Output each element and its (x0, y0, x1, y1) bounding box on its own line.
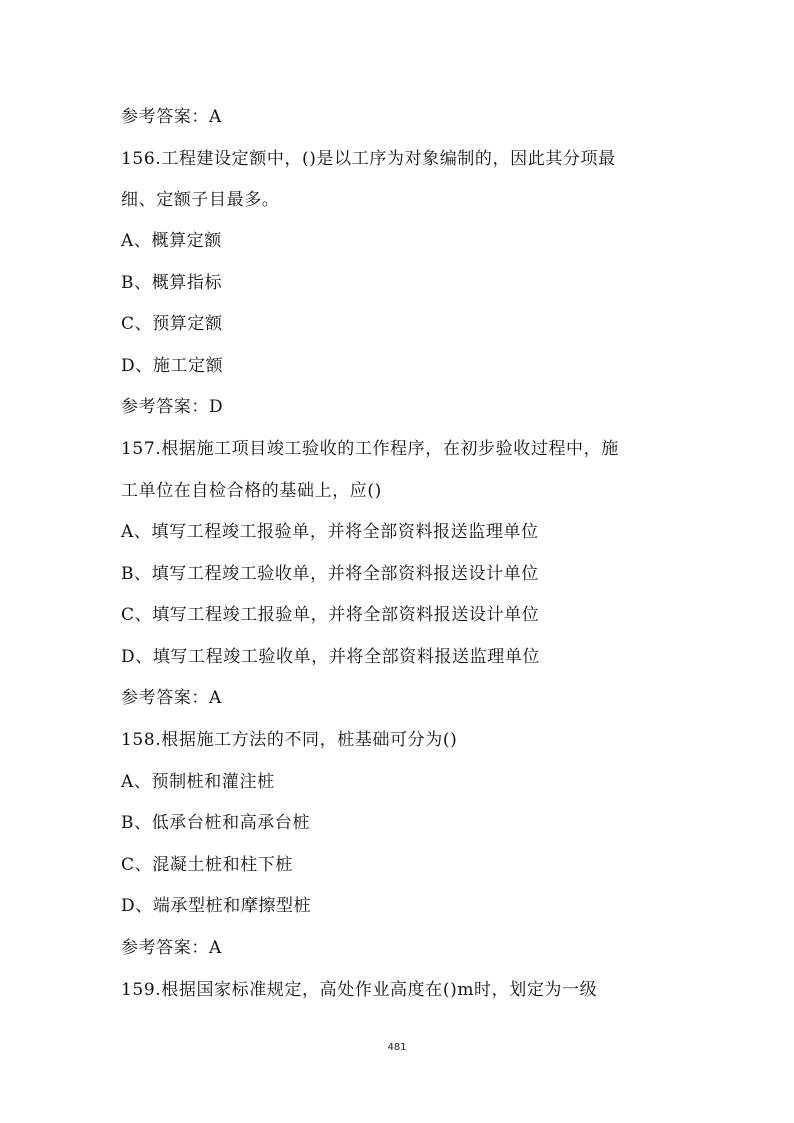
option-156-b: B、概算指标 (121, 273, 223, 293)
question-156-line-2: 细、定额子目最多。 (121, 190, 280, 210)
option-158-c: C、混凝土桩和柱下桩 (121, 855, 294, 875)
option-157-d: D、填写工程竣工验收单，并将全部资料报送监理单位 (121, 647, 541, 667)
option-157-a: A、填写工程竣工报验单，并将全部资料报送监理单位 (121, 522, 539, 542)
question-157-line-1: 157.根据施工项目竣工验收的工作程序，在初步验收过程中，施 (121, 439, 619, 459)
option-158-d: D、端承型桩和摩擦型桩 (121, 896, 312, 916)
answer-line-156: 参考答案：D (121, 397, 224, 417)
page-number: 481 (387, 1042, 407, 1053)
answer-line-155: 参考答案：A (121, 107, 222, 127)
option-158-b: B、低承台桩和高承台桩 (121, 813, 311, 833)
option-158-a: A、预制桩和灌注桩 (121, 772, 275, 792)
question-157-line-2: 工单位在自检合格的基础上，应() (121, 481, 382, 501)
option-156-a: A、概算定额 (121, 231, 222, 251)
option-157-c: C、填写工程竣工报验单，并将全部资料报送设计单位 (121, 605, 540, 625)
option-156-d: D、施工定额 (121, 356, 224, 376)
answer-line-158: 参考答案：A (121, 938, 222, 958)
question-158-line-1: 158.根据施工方法的不同，桩基础可分为() (121, 730, 458, 750)
question-156-line-1: 156.工程建设定额中，()是以工序为对象编制的，因此其分项最 (121, 149, 616, 169)
option-157-b: B、填写工程竣工验收单，并将全部资料报送设计单位 (121, 564, 539, 584)
option-156-c: C、预算定额 (121, 314, 223, 334)
question-159-line-1: 159.根据国家标准规定，高处作业高度在()m时，划定为一级 (121, 980, 598, 1000)
answer-line-157: 参考答案：A (121, 688, 222, 708)
